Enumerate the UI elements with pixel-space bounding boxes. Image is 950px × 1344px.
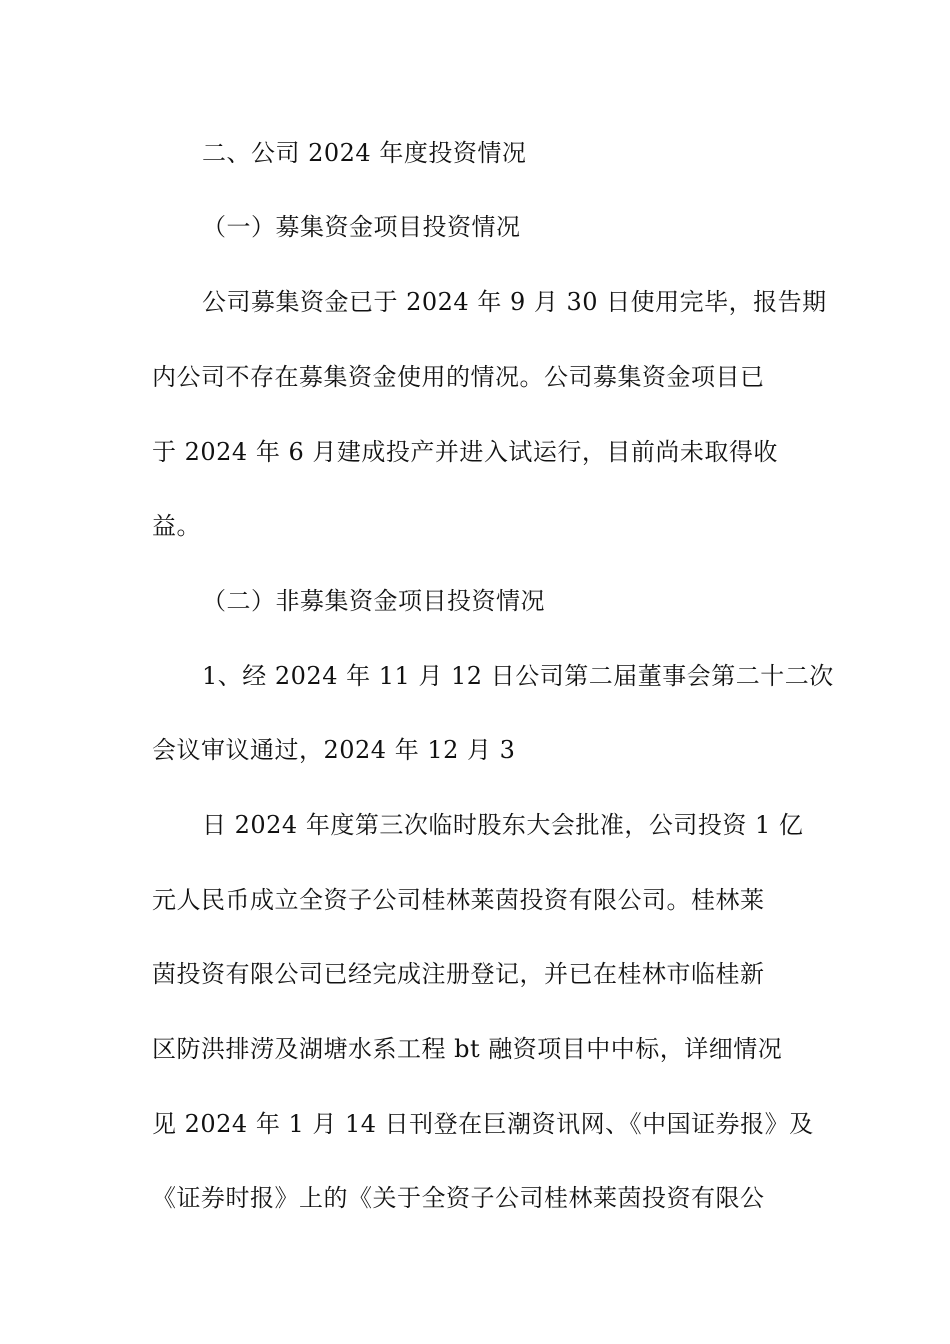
paragraph-line: 会议审议通过，2024 年 12 月 3 — [152, 736, 516, 764]
paragraph-line: 日 2024 年度第三次临时股东大会批准，公司投资 1 亿 — [202, 811, 804, 839]
paragraph-line: 茵投资有限公司已经完成注册登记，并已在桂林市临桂新 — [152, 960, 765, 988]
paragraph-line: 公司募集资金已于 2024 年 9 月 30 日使用完毕，报告期 — [202, 288, 827, 316]
paragraph-line: 于 2024 年 6 月建成投产并进入试运行，目前尚未取得收 — [152, 438, 778, 466]
section-heading: 二、公司 2024 年度投资情况 — [202, 139, 527, 167]
subsection-heading: （一）募集资金项目投资情况 — [202, 213, 521, 241]
paragraph-line: 区防洪排涝及湖塘水系工程 bt 融资项目中中标，详细情况 — [152, 1035, 783, 1063]
paragraph-line: 《证券时报》上的《关于全资子公司桂林莱茵投资有限公 — [152, 1184, 765, 1212]
paragraph-line: 见 2024 年 1 月 14 日刊登在巨潮资讯网、《中国证券报》及 — [152, 1110, 814, 1138]
paragraph-line: 1、经 2024 年 11 月 12 日公司第二届董事会第二十二次 — [202, 662, 834, 690]
paragraph-line: 元人民币成立全资子公司桂林莱茵投资有限公司。桂林莱 — [152, 886, 765, 914]
paragraph-line: 益。 — [152, 512, 201, 540]
paragraph-line: 内公司不存在募集资金使用的情况。公司募集资金项目已 — [152, 363, 765, 391]
subsection-heading: （二）非募集资金项目投资情况 — [202, 587, 545, 615]
